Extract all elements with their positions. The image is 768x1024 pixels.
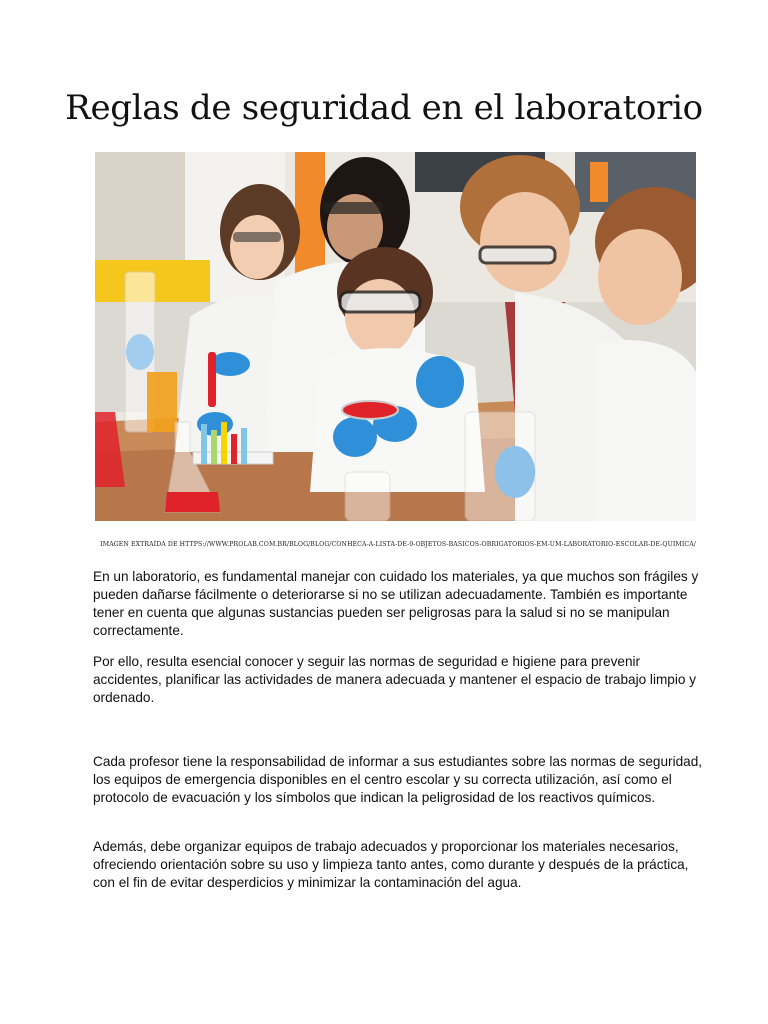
paragraph-1: En un laboratorio, es fundamental manejar con cuidado los materiales, ya que muchos son frágiles y pueden dañarse fácilmente o deteriorarse si no se utilizan adecuadamente. También es importante tener en cuenta que algunas sustancias pueden ser peligrosas para la salud si no se manipulan correctamente. bbox=[93, 569, 699, 638]
lab-photo bbox=[95, 152, 696, 521]
page-title: Reglas de seguridad en el laboratorio bbox=[65, 88, 703, 128]
paragraph-3: Cada profesor tiene la responsabilidad de informar a sus estudiantes sobre las normas de seguridad, los equipos de emergencia disponibles en el centro escolar y su correcta utilización, así como el protocolo de evacuación y los símbolos que indican la peligrosidad de los reactivos químicos. bbox=[93, 754, 703, 805]
image-caption: IMAGEN EXTRAÍDA DE HTTPS://WWW.PROLAB.COM.BR/BLOG/BLOG/CONHECA-A-LISTA-DE-9-OBJETOS-BASICOS-OBRIGATORIOS-EM-UM-LABORATORIO-ESCOLAR-DE-QUIMICA/ bbox=[100, 541, 696, 548]
photo-students-laboratory-icon bbox=[95, 152, 696, 521]
paragraph-2: Por ello, resulta esencial conocer y seguir las normas de seguridad e higiene para prevenir accidentes, planificar las actividades de manera adecuada y mantener el espacio de trabajo limpio y ordenado. bbox=[93, 654, 697, 705]
paragraph-4: Además, debe organizar equipos de trabajo adecuados y proporcionar los materiales necesarios, ofreciendo orientación sobre su uso y limpieza tanto antes, como durante y después de la práctica, con el fin de evitar desperdicios y minimizar la contaminación del agua. bbox=[93, 839, 689, 890]
